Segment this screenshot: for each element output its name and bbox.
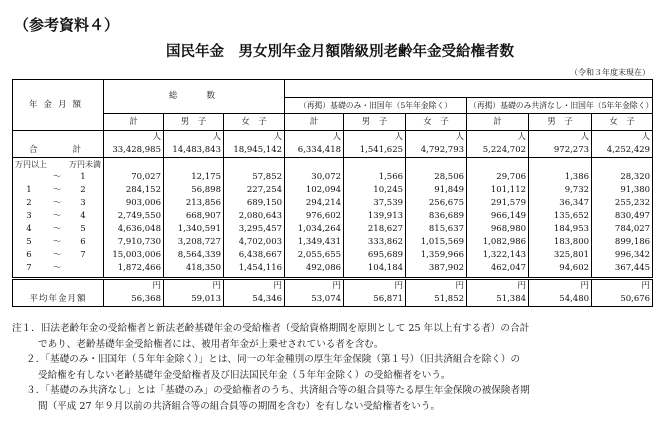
unit-label: 人 bbox=[455, 132, 465, 142]
band-label bbox=[13, 171, 104, 184]
band-sep: ～ bbox=[52, 263, 62, 273]
value-cell: 30,072 bbox=[285, 171, 344, 184]
value-cell: 2,080,643 bbox=[224, 210, 285, 223]
unit-label: 円 bbox=[517, 281, 527, 291]
value-cell: 4,636,048 bbox=[104, 223, 164, 236]
band-from: 4 bbox=[26, 224, 32, 234]
total-value: 5,224,702 bbox=[482, 145, 527, 155]
value-cell: 28,506 bbox=[406, 171, 467, 184]
value-cell: 899,186 bbox=[592, 236, 653, 249]
total-cell bbox=[467, 131, 529, 158]
band-header bbox=[13, 158, 104, 172]
average-cell bbox=[529, 279, 592, 307]
value-cell: 1,872,466 bbox=[104, 262, 164, 279]
value-cell: 1,386 bbox=[529, 171, 592, 184]
band-to: 3 bbox=[80, 198, 86, 208]
unit-label: 人 bbox=[394, 132, 404, 142]
value-cell: 4,702,003 bbox=[224, 236, 285, 249]
average-cell bbox=[224, 279, 285, 307]
band-label bbox=[13, 197, 104, 210]
band-from: 3 bbox=[26, 211, 32, 221]
unit-label: 人 bbox=[273, 132, 283, 142]
average-value: 53,074 bbox=[311, 294, 342, 304]
average-value: 54,346 bbox=[252, 294, 283, 304]
value-cell: 966,149 bbox=[467, 210, 529, 223]
value-cell: 3,295,457 bbox=[224, 223, 285, 236]
empty-cell bbox=[224, 158, 285, 172]
unit-label: 人 bbox=[152, 132, 161, 142]
total-cell bbox=[164, 131, 224, 158]
average-row bbox=[13, 279, 653, 307]
value-cell: 36,347 bbox=[529, 197, 592, 210]
band-sep: ～ bbox=[52, 211, 62, 221]
value-cell: 135,652 bbox=[529, 210, 592, 223]
total-label: 合 計 bbox=[13, 131, 104, 158]
table-row bbox=[13, 197, 653, 210]
average-cell bbox=[285, 279, 344, 307]
header-spacer bbox=[285, 80, 653, 98]
average-value: 51,852 bbox=[434, 294, 465, 304]
average-value: 54,480 bbox=[559, 294, 590, 304]
band-label bbox=[13, 223, 104, 236]
total-cell bbox=[104, 131, 164, 158]
table-row bbox=[13, 262, 653, 279]
unit-label: 人 bbox=[641, 132, 651, 142]
value-cell: 418,350 bbox=[164, 262, 224, 279]
value-cell: 6,438,667 bbox=[224, 249, 285, 262]
value-cell: 367,445 bbox=[592, 262, 653, 279]
average-cell bbox=[467, 279, 529, 307]
value-cell: 2,749,550 bbox=[104, 210, 164, 223]
empty-cell bbox=[285, 158, 344, 172]
note-3-cont: 間（平成 27 年９月以前の共済組合等の組合員等の期間を含む）を有しない受給権者をいう。 bbox=[38, 400, 441, 412]
band-sep: ～ bbox=[52, 237, 62, 247]
empty-cell bbox=[592, 158, 653, 172]
average-value: 59,013 bbox=[191, 294, 221, 304]
unit-label: 円 bbox=[394, 281, 404, 291]
band-from: 7 bbox=[26, 263, 32, 273]
value-cell: 492,086 bbox=[285, 262, 344, 279]
value-cell: 1,566 bbox=[344, 171, 406, 184]
value-cell: 1,322,143 bbox=[467, 249, 529, 262]
value-cell: 325,801 bbox=[529, 249, 592, 262]
empty-cell bbox=[467, 158, 529, 172]
reference-label: （参考資料４） bbox=[14, 16, 120, 34]
table-row bbox=[13, 210, 653, 223]
column-header-male: 男 子 bbox=[529, 114, 592, 131]
note-1-cont: であり、老齢基礎年金受給権者には、被用者年金が上乗せされている者を含む。 bbox=[38, 338, 384, 350]
unit-label: 人 bbox=[580, 132, 590, 142]
column-header-total: 計 bbox=[467, 114, 529, 131]
unit-label: 円 bbox=[641, 281, 651, 291]
band-from: 5 bbox=[26, 237, 32, 247]
band-to: 6 bbox=[80, 237, 86, 247]
band-label bbox=[13, 249, 104, 262]
value-cell: 101,112 bbox=[467, 184, 529, 197]
total-cell bbox=[344, 131, 406, 158]
value-cell: 333,862 bbox=[344, 236, 406, 249]
value-cell: 70,027 bbox=[104, 171, 164, 184]
band-sep: ～ bbox=[52, 172, 62, 182]
value-cell: 2,055,655 bbox=[285, 249, 344, 262]
band-to: 5 bbox=[80, 224, 86, 234]
average-value: 56,368 bbox=[131, 294, 161, 304]
unit-label: 円 bbox=[580, 281, 590, 291]
value-cell: 8,564,339 bbox=[164, 249, 224, 262]
average-cell bbox=[104, 279, 164, 307]
total-value: 6,334,418 bbox=[297, 145, 342, 155]
band-sep: ～ bbox=[52, 224, 62, 234]
total-value: 18,945,142 bbox=[233, 145, 283, 155]
value-cell: 668,907 bbox=[164, 210, 224, 223]
total-value: 33,428,985 bbox=[112, 145, 161, 155]
value-cell: 284,152 bbox=[104, 184, 164, 197]
value-cell: 29,706 bbox=[467, 171, 529, 184]
empty-cell bbox=[344, 158, 406, 172]
value-cell: 102,094 bbox=[285, 184, 344, 197]
value-cell: 256,675 bbox=[406, 197, 467, 210]
value-cell: 184,953 bbox=[529, 223, 592, 236]
band-label bbox=[13, 262, 104, 279]
table-row bbox=[13, 236, 653, 249]
column-header-female: 女 子 bbox=[406, 114, 467, 131]
value-cell: 462,047 bbox=[467, 262, 529, 279]
average-value: 50,676 bbox=[620, 294, 651, 304]
band-to-label: 万円未満 bbox=[69, 160, 101, 169]
as-of-date: （令和３年度末現在） bbox=[570, 68, 650, 77]
total-cell bbox=[285, 131, 344, 158]
value-cell: 968,980 bbox=[467, 223, 529, 236]
value-cell: 104,184 bbox=[344, 262, 406, 279]
note-1: 注１．旧法老齢年金の受給権者と新法老齢基礎年金の受給権者（受給資格期間を原則として 25 年以上有する者）の合計 bbox=[12, 323, 530, 334]
value-cell: 1,340,591 bbox=[164, 223, 224, 236]
band-sep: ～ bbox=[52, 198, 62, 208]
value-cell: 996,342 bbox=[592, 249, 653, 262]
band-from: 2 bbox=[26, 198, 32, 208]
value-cell: 56,898 bbox=[164, 184, 224, 197]
value-cell: 12,175 bbox=[164, 171, 224, 184]
unit-label: 人 bbox=[332, 132, 342, 142]
total-cell bbox=[406, 131, 467, 158]
band-label bbox=[13, 184, 104, 197]
value-cell: 9,732 bbox=[529, 184, 592, 197]
value-cell: 903,006 bbox=[104, 197, 164, 210]
band-sep: ～ bbox=[52, 185, 62, 195]
band-label bbox=[13, 210, 104, 223]
value-cell: 1,359,966 bbox=[406, 249, 467, 262]
band-from-label: 万円以上 bbox=[15, 160, 47, 169]
empty-cell bbox=[104, 158, 164, 172]
total-cell bbox=[224, 131, 285, 158]
total-value: 4,252,429 bbox=[606, 145, 651, 155]
unit-label: 円 bbox=[152, 281, 161, 291]
value-cell: 227,254 bbox=[224, 184, 285, 197]
value-cell: 815,637 bbox=[406, 223, 467, 236]
value-cell: 976,602 bbox=[285, 210, 344, 223]
unit-label: 円 bbox=[273, 281, 283, 291]
band-label bbox=[13, 236, 104, 249]
empty-cell bbox=[164, 158, 224, 172]
band-to: 2 bbox=[80, 185, 86, 195]
page-title: 国民年金 男女別年金月額階級別老齢年金受給権者数 bbox=[166, 44, 514, 60]
value-cell: 7,910,730 bbox=[104, 236, 164, 249]
value-cell: 183,800 bbox=[529, 236, 592, 249]
value-cell: 15,003,006 bbox=[104, 249, 164, 262]
row-header: 年金月額 bbox=[13, 80, 104, 131]
value-cell: 57,852 bbox=[224, 171, 285, 184]
total-cell bbox=[592, 131, 653, 158]
value-cell: 94,602 bbox=[529, 262, 592, 279]
total-value: 4,792,793 bbox=[420, 145, 465, 155]
group-total-header: 総 数 bbox=[104, 80, 285, 114]
value-cell: 91,849 bbox=[406, 184, 467, 197]
value-cell: 689,150 bbox=[224, 197, 285, 210]
column-header-total: 計 bbox=[285, 114, 344, 131]
column-header-female: 女 子 bbox=[592, 114, 653, 131]
unit-label: 人 bbox=[212, 132, 221, 142]
value-cell: 37,539 bbox=[344, 197, 406, 210]
value-cell: 213,856 bbox=[164, 197, 224, 210]
value-cell: 784,027 bbox=[592, 223, 653, 236]
total-row bbox=[13, 131, 653, 158]
value-cell: 1,015,569 bbox=[406, 236, 467, 249]
value-cell: 1,034,264 bbox=[285, 223, 344, 236]
band-sep: ～ bbox=[52, 250, 62, 260]
band-header-row bbox=[13, 158, 653, 172]
value-cell: 28,320 bbox=[592, 171, 653, 184]
average-cell bbox=[164, 279, 224, 307]
value-cell: 836,689 bbox=[406, 210, 467, 223]
unit-label: 人 bbox=[517, 132, 527, 142]
average-value: 56,871 bbox=[373, 294, 404, 304]
value-cell: 387,902 bbox=[406, 262, 467, 279]
note-2: ２．「基礎のみ・旧国年（５年年金除く）」とは、同一の年金種別の厚生年金保険（第１号）（旧共済組合を除く）の bbox=[26, 354, 521, 365]
value-cell: 218,627 bbox=[344, 223, 406, 236]
column-header-total: 計 bbox=[104, 114, 164, 131]
average-cell bbox=[592, 279, 653, 307]
band-from: 6 bbox=[26, 250, 32, 260]
band-from: 1 bbox=[26, 185, 32, 195]
band-to: 4 bbox=[80, 211, 86, 221]
average-cell bbox=[406, 279, 467, 307]
band-to: 7 bbox=[80, 250, 86, 260]
empty-cell bbox=[529, 158, 592, 172]
value-cell: 294,214 bbox=[285, 197, 344, 210]
value-cell: 291,579 bbox=[467, 197, 529, 210]
total-value: 14,483,843 bbox=[172, 145, 221, 155]
value-cell: 91,380 bbox=[592, 184, 653, 197]
table-row bbox=[13, 184, 653, 197]
value-cell: 139,913 bbox=[344, 210, 406, 223]
total-cell bbox=[529, 131, 592, 158]
group-3-header: （再掲）基礎のみ共済なし・旧国年（5年年金除く） bbox=[467, 98, 653, 114]
note-2-cont: 受給権を有しない老齢基礎年金受給権者及び旧法国民年金（５年年金除く）の受給権者をいう。 bbox=[38, 369, 451, 381]
table-row bbox=[13, 171, 653, 184]
note-3: ３．「基礎のみ共済なし」とは「基礎のみ」の受給権者のうち、共済組合等の組合員等たる厚生年金保険の被保険者期 bbox=[26, 385, 530, 396]
average-cell bbox=[344, 279, 406, 307]
total-value: 972,273 bbox=[553, 145, 590, 155]
value-cell: 255,232 bbox=[592, 197, 653, 210]
pension-table bbox=[12, 79, 653, 307]
value-cell: 1,082,986 bbox=[467, 236, 529, 249]
table-row bbox=[13, 223, 653, 236]
column-header-male: 男 子 bbox=[164, 114, 224, 131]
unit-label: 円 bbox=[455, 281, 465, 291]
value-cell: 695,689 bbox=[344, 249, 406, 262]
average-value: 51,384 bbox=[496, 294, 527, 304]
unit-label: 円 bbox=[212, 281, 221, 291]
table-row bbox=[13, 249, 653, 262]
notes bbox=[12, 321, 530, 414]
group-2-header: （再掲）基礎のみ・旧国年（5年年金除く） bbox=[285, 98, 467, 114]
total-value: 1,541,625 bbox=[359, 145, 404, 155]
column-header-female: 女 子 bbox=[224, 114, 285, 131]
column-header-male: 男 子 bbox=[344, 114, 406, 131]
value-cell: 1,454,116 bbox=[224, 262, 285, 279]
value-cell: 1,349,431 bbox=[285, 236, 344, 249]
unit-label: 円 bbox=[332, 281, 342, 291]
value-cell: 830,497 bbox=[592, 210, 653, 223]
value-cell: 3,208,727 bbox=[164, 236, 224, 249]
band-to: 1 bbox=[80, 172, 86, 182]
empty-cell bbox=[406, 158, 467, 172]
average-label: 平均年金月額 bbox=[13, 279, 104, 307]
value-cell: 10,245 bbox=[344, 184, 406, 197]
